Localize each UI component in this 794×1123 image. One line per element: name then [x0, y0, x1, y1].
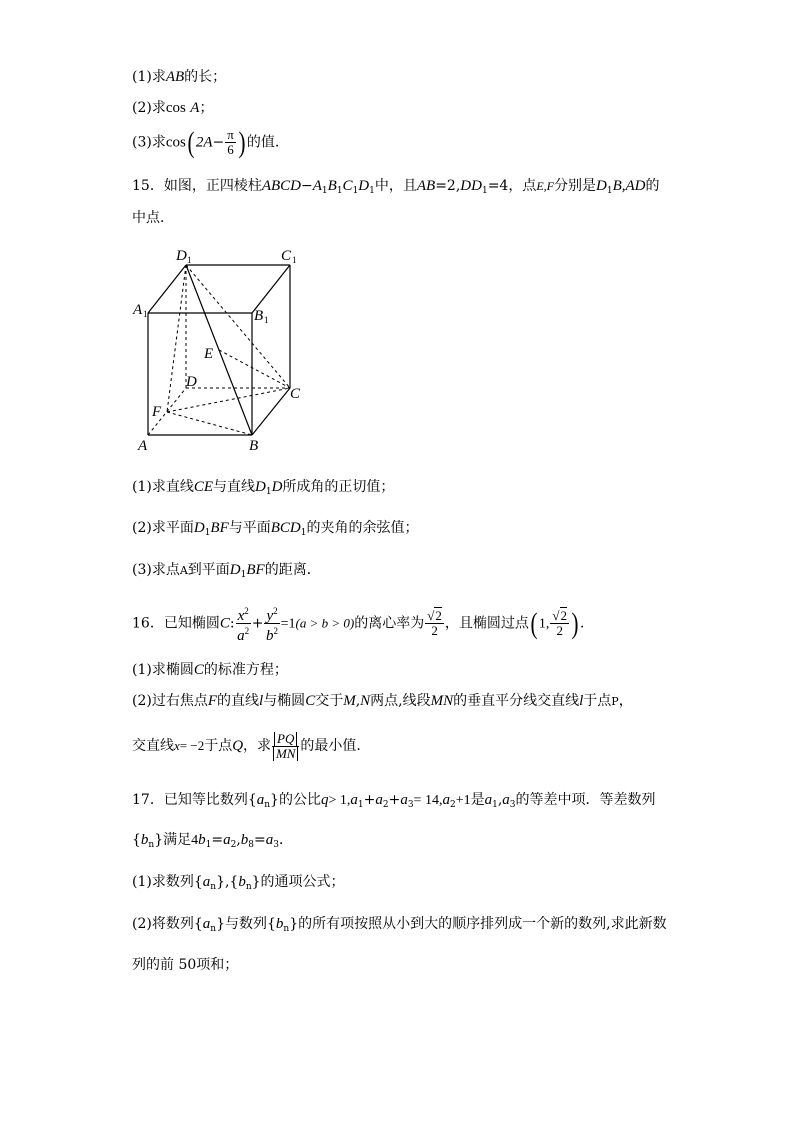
label-F: F [152, 404, 162, 420]
label-C: C [290, 386, 301, 402]
edge-bc [252, 388, 290, 435]
segment-d1c [186, 265, 290, 388]
label-A1: A [133, 302, 143, 318]
segment-fc [167, 388, 290, 412]
label-A: A [138, 438, 148, 454]
svg-text:1: 1 [264, 315, 269, 325]
p17-stem-line2: $\{b_n\}$满足$4b_1=a_2,b_8=a_3$． [132, 832, 293, 850]
p16-q2-line2: 交直线x= −2于点Q，求 $\frac{PQ}{MN}$ 的最小值. [132, 730, 361, 761]
p14-q1: (1)求AB的长； [132, 69, 227, 85]
label-D1: D [176, 248, 187, 264]
segment-ec [219, 350, 290, 388]
p15-q2: (2)求平面$D_1BF$与平面$BCD_1$的夹角的余弦值； [132, 520, 419, 538]
label-B1: B [254, 308, 264, 324]
segment-fb [167, 412, 252, 435]
p15-q3: (3)求点A到平面$D_1BF$的距离． [132, 562, 321, 580]
p17-q2: (2)将数列$\{a_n\}$与数列$\{b_n\}$的所有项按照从小到大的顺序排列成一个新的数列,求此新数 [132, 916, 667, 934]
p14-q3: (3)求cos( 2A− $\frac{\pi}{6}$ ) 的值. [132, 125, 280, 159]
edge-b1c1 [252, 265, 290, 313]
prism-figure [130, 240, 310, 455]
label-E: E [204, 346, 214, 362]
p16-stem: 16．已知椭圆C: $\frac{x^2}{a^2}$ + $\frac{y^2}{b^2}$ =1(a > b > 0)的离心率为 $\frac{√2}{2}$ ，且椭圆过点( 1, $\frac{√2}{2}$ ) ． [132, 606, 595, 644]
p17-stem-line1: 17．已知等比数列$\{a_n\}$的公比$q> 1,a_1+a_2+a_3= 14,a_2+1$是$a_1,a_3$的等差中项．等差数列 [132, 792, 656, 810]
svg-text:1: 1 [292, 255, 297, 265]
segment-d1f [167, 265, 186, 412]
label-B: B [249, 438, 259, 454]
p14-q2: (2)求cos A； [132, 100, 214, 116]
svg-text:1: 1 [143, 309, 148, 319]
edge-a1d1 [148, 265, 186, 313]
p15-stem-line1: 15．如图，正四棱柱$ABCD-A_1B_1C_1D_1$中，且$AB=2,DD_1=4$，点E,F分别是$D_1B,AD$的 [132, 178, 660, 196]
pi-over-six: $\frac{\pi}{6}$ [227, 127, 234, 157]
label-C1: C [281, 248, 292, 264]
p15-q1: (1)求直线CE与直线$D_1D$所成角的正切值； [132, 479, 395, 497]
p16-q2: (2)过右焦点F的直线l与椭圆C交于M,N两点,线段MN的垂直平分线交直线l于点P， [132, 693, 633, 709]
p17-q2-line2: 列的前 50项和； [132, 957, 239, 973]
svg-text:1: 1 [187, 255, 192, 265]
p17-q1: (1)求数列$\{a_n\},\{b_n\}$的通项公式； [132, 874, 345, 892]
p16-q1: (1)求椭圆C的标准方程； [132, 662, 288, 678]
p15-stem-line2: 中点． [132, 210, 174, 226]
label-D: D [186, 374, 197, 390]
